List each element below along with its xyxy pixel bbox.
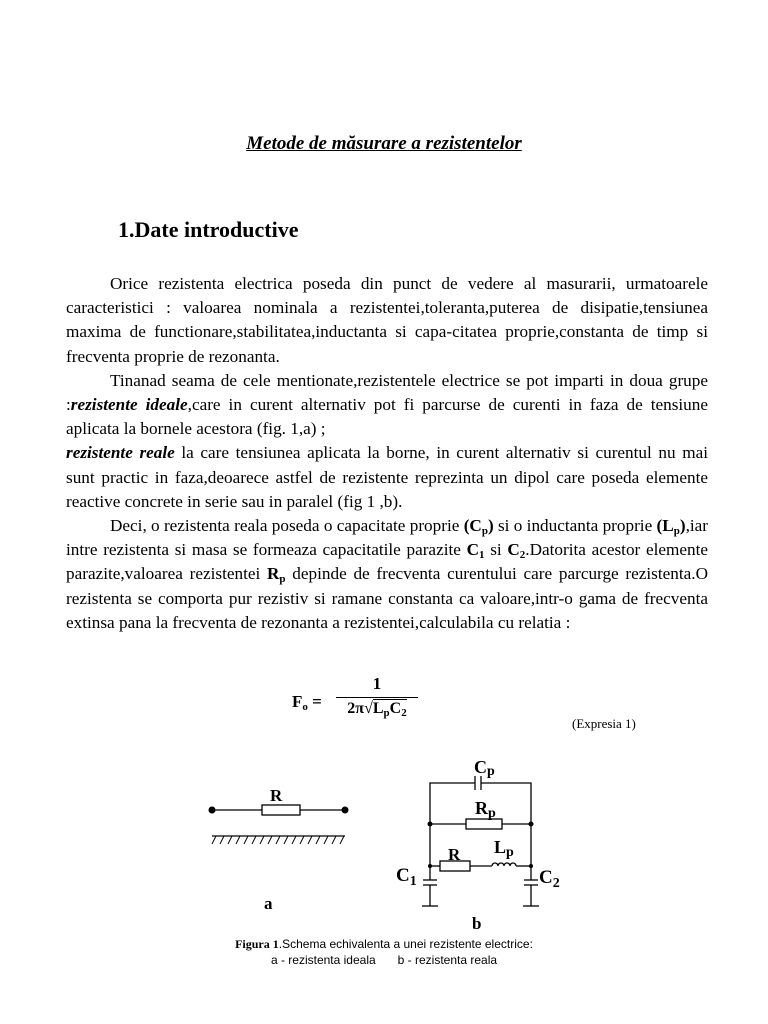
- label-r-real: R: [448, 845, 461, 864]
- section-heading: 1.Date introductive: [118, 217, 299, 242]
- term-ideal: rezistente ideale: [70, 395, 188, 415]
- node-left: [428, 822, 433, 827]
- sym-cp: $(C_p)$: [463, 516, 494, 538]
- sym-lp: $(L_p)$: [656, 516, 686, 538]
- caption-line-1: [0, 936, 768, 952]
- formula-lhs: $F_o$ =: [292, 692, 322, 713]
- p4-text-a: Deci, o rezistenta reala poseda o capacitate proprie: [110, 516, 464, 536]
- caption-line-2: [0, 952, 768, 968]
- p4-text-f: depinde de frecventa curentului care parcurge rezistenta.O rezistenta se comporta pur rezistiv si ramane constanta ca valoare,intr-o gama de frecventa extinsa pana la frecventa de rezonanta a rezistentei,calculabila cu relatia :: [66, 564, 708, 632]
- caption-a: a - rezistenta ideala: [270, 953, 376, 967]
- p3-text-a: la care tensiunea aplicata la borne, in curent alternativ si curentul nu mai sunt practic in faza,deoarece astfel de rezistente reprezinta un dipol care poseda elemente reactive concrete in serie sau in paralel (fig 1 ,b).: [66, 443, 708, 511]
- p4-text-b: si o inductanta proprie: [493, 516, 657, 536]
- caption-b: b - rezistenta reala: [397, 953, 498, 967]
- terminal-a-right: [342, 807, 349, 814]
- ground-hatch: [212, 836, 344, 844]
- label-c2: $C_2$: [539, 867, 560, 891]
- p2-text-a: Tinanad seama de cele mentionate,rezistentele electrice se pot imparti in doua grupe :: [66, 370, 708, 415]
- sym-rp: $R_p$: [267, 564, 286, 586]
- wire-cp-left: [430, 783, 475, 824]
- expression-label: (Expresia 1): [572, 716, 636, 731]
- resistor-r-ideal: [262, 805, 300, 815]
- inductor-lp: [492, 863, 516, 866]
- label-a-r: R: [270, 786, 283, 805]
- term-real: rezistente reale: [66, 443, 175, 463]
- p4-text-d: si: [484, 540, 508, 560]
- formula-numerator: 1: [372, 674, 382, 693]
- sym-c1: $C_1$: [466, 540, 485, 562]
- terminal-a-left: [209, 807, 216, 814]
- document-title: Metode de măsurare a rezistentelor: [246, 133, 522, 154]
- label-cp: Cp: [474, 757, 495, 779]
- resistor-rp: [466, 819, 502, 829]
- node-right: [529, 822, 534, 827]
- label-b: b: [472, 914, 482, 933]
- label-rp: Rp: [475, 798, 496, 821]
- figure-caption: [0, 936, 768, 968]
- label-c1: $C_1$: [396, 865, 417, 889]
- caption-text: .Schema echivalenta a unei rezistente electrice:: [278, 937, 533, 951]
- p4-text-e: .Datorita acestor elemente parazite,valoarea rezistentei: [66, 540, 708, 584]
- paragraph-1: Orice rezistenta electrica poseda din punct de vedere al masurarii, urmatoarele caracteristici : valoarea nominala a rezistentei,toleranta,puterea de disipatie,tensiunea maxima de functionare,stabilitatea,inductanta si capa-citatea proprie,constanta de timp si frecventa proprie de rezonanta.: [66, 274, 708, 366]
- label-lp: Lp: [494, 837, 514, 860]
- p4-text-c: ,iar intre rezistenta si masa se formeaza capacitatile parazite: [66, 516, 708, 560]
- p2-text-b: ,care in curent alternativ pot fi parcurse de curenti in faza de tensiune aplicata la bornele acestora (fig. 1,a) ;: [66, 395, 708, 439]
- label-a: a: [264, 894, 273, 913]
- sym-c2: $C_2$: [507, 540, 526, 562]
- formula-denominator: $2\pi√L_pC_2$: [347, 700, 407, 719]
- caption-lead: Figura 1: [235, 937, 279, 951]
